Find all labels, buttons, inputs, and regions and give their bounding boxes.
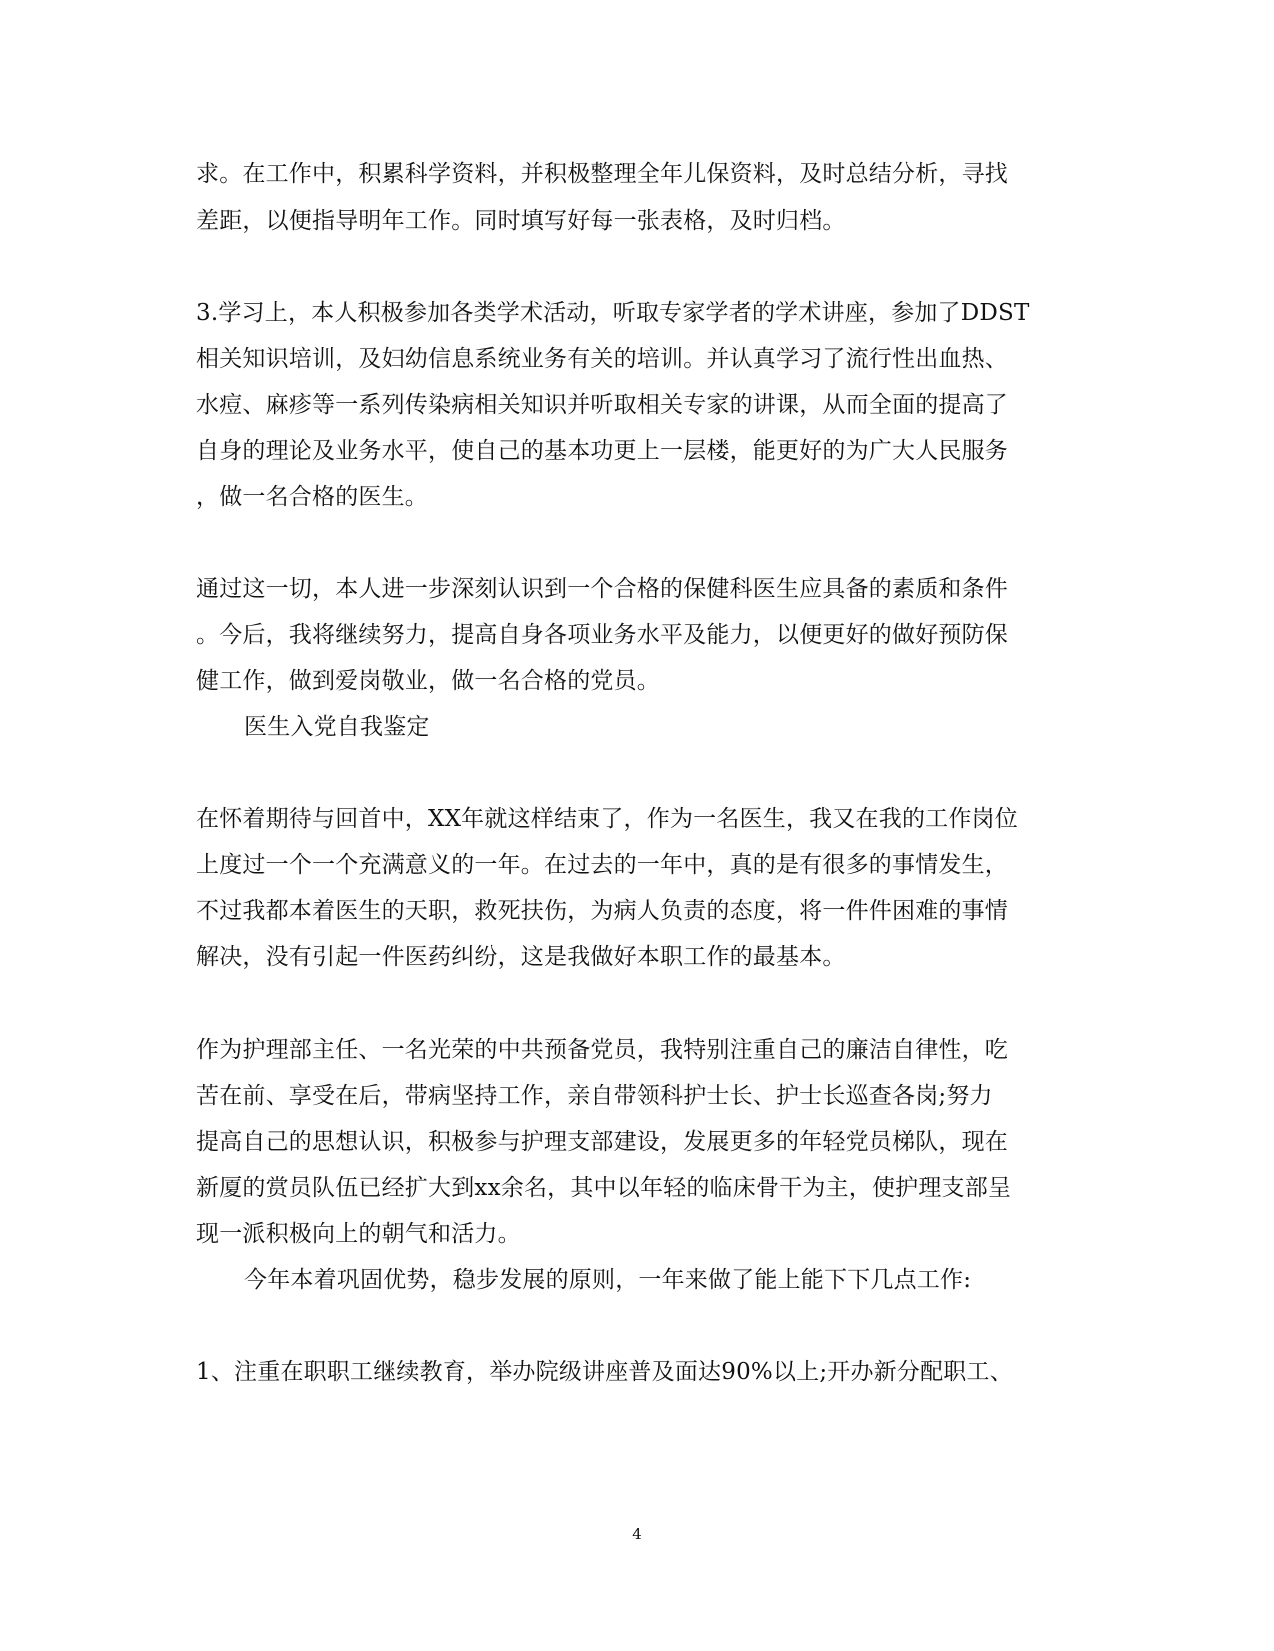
text-line: 求。在工作中，积累科学资料，并积极整理全年儿保资料，及时总结分析，寻找 [196,161,1008,187]
text-line: 苦在前、享受在后，带病坚持工作，亲自带领科护士长、护士长巡查各岗;努力 [196,1083,993,1109]
text-line: 水痘、麻疹等一系列传染病相关知识并听取相关专家的讲课，从而全面的提高了 [196,392,1008,418]
text-line: 上度过一个一个充满意义的一年。在过去的一年中，真的是有很多的事情发生， [196,852,1008,878]
text-line: 差距，以便指导明年工作。同时填写好每一张表格，及时归档。 [196,208,846,234]
text-line: 通过这一切，本人进一步深刻认识到一个合格的保健科医生应具备的素质和条件 [196,576,1008,602]
text-line: ，做一名合格的医生。 [196,484,428,510]
text-line: 今年本着巩固优势，稳步发展的原则，一年来做了能上能下下几点工作: [244,1267,972,1293]
section-heading: 医生入党自我鉴定 [244,714,430,740]
text-line: 相关知识培训，及妇幼信息系统业务有关的培训。并认真学习了流行性出血热、 [196,346,1008,372]
text-line: 解决，没有引起一件医药纠纷，这是我做好本职工作的最基本。 [196,944,846,970]
text-line: 现一派积极向上的朝气和活力。 [196,1221,521,1247]
text-line: 不过我都本着医生的天职，救死扶伤，为病人负责的态度，将一件件困难的事情 [196,898,1008,924]
text-line: 作为护理部主任、一名光荣的中共预备党员，我特别注重自己的廉洁自律性，吃 [196,1037,1008,1063]
text-line: 健工作，做到爱岗敬业，做一名合格的党员。 [196,668,660,694]
text-line: 1、注重在职职工继续教育，举办院级讲座普及面达90%以上;开办新分配职工、 [196,1359,1013,1385]
text-line: 在怀着期待与回首中，XX年就这样结束了，作为一名医生，我又在我的工作岗位 [196,806,1018,832]
text-line: 。今后，我将继续努力，提高自身各项业务水平及能力，以便更好的做好预防保 [196,622,1008,648]
text-line: 3.学习上，本人积极参加各类学术活动，听取专家学者的学术讲座，参加了DDST [196,300,1030,326]
text-line: 提高自己的思想认识，积极参与护理支部建设，发展更多的年轻党员梯队，现在 [196,1129,1008,1155]
text-line: 自身的理论及业务水平，使自己的基本功更上一层楼，能更好的为广大人民服务 [196,438,1008,464]
page-number: 4 [632,1525,642,1543]
text-line: 新厦的赏员队伍已经扩大到xx余名，其中以年轻的临床骨干为主，使护理支部呈 [196,1175,1012,1201]
